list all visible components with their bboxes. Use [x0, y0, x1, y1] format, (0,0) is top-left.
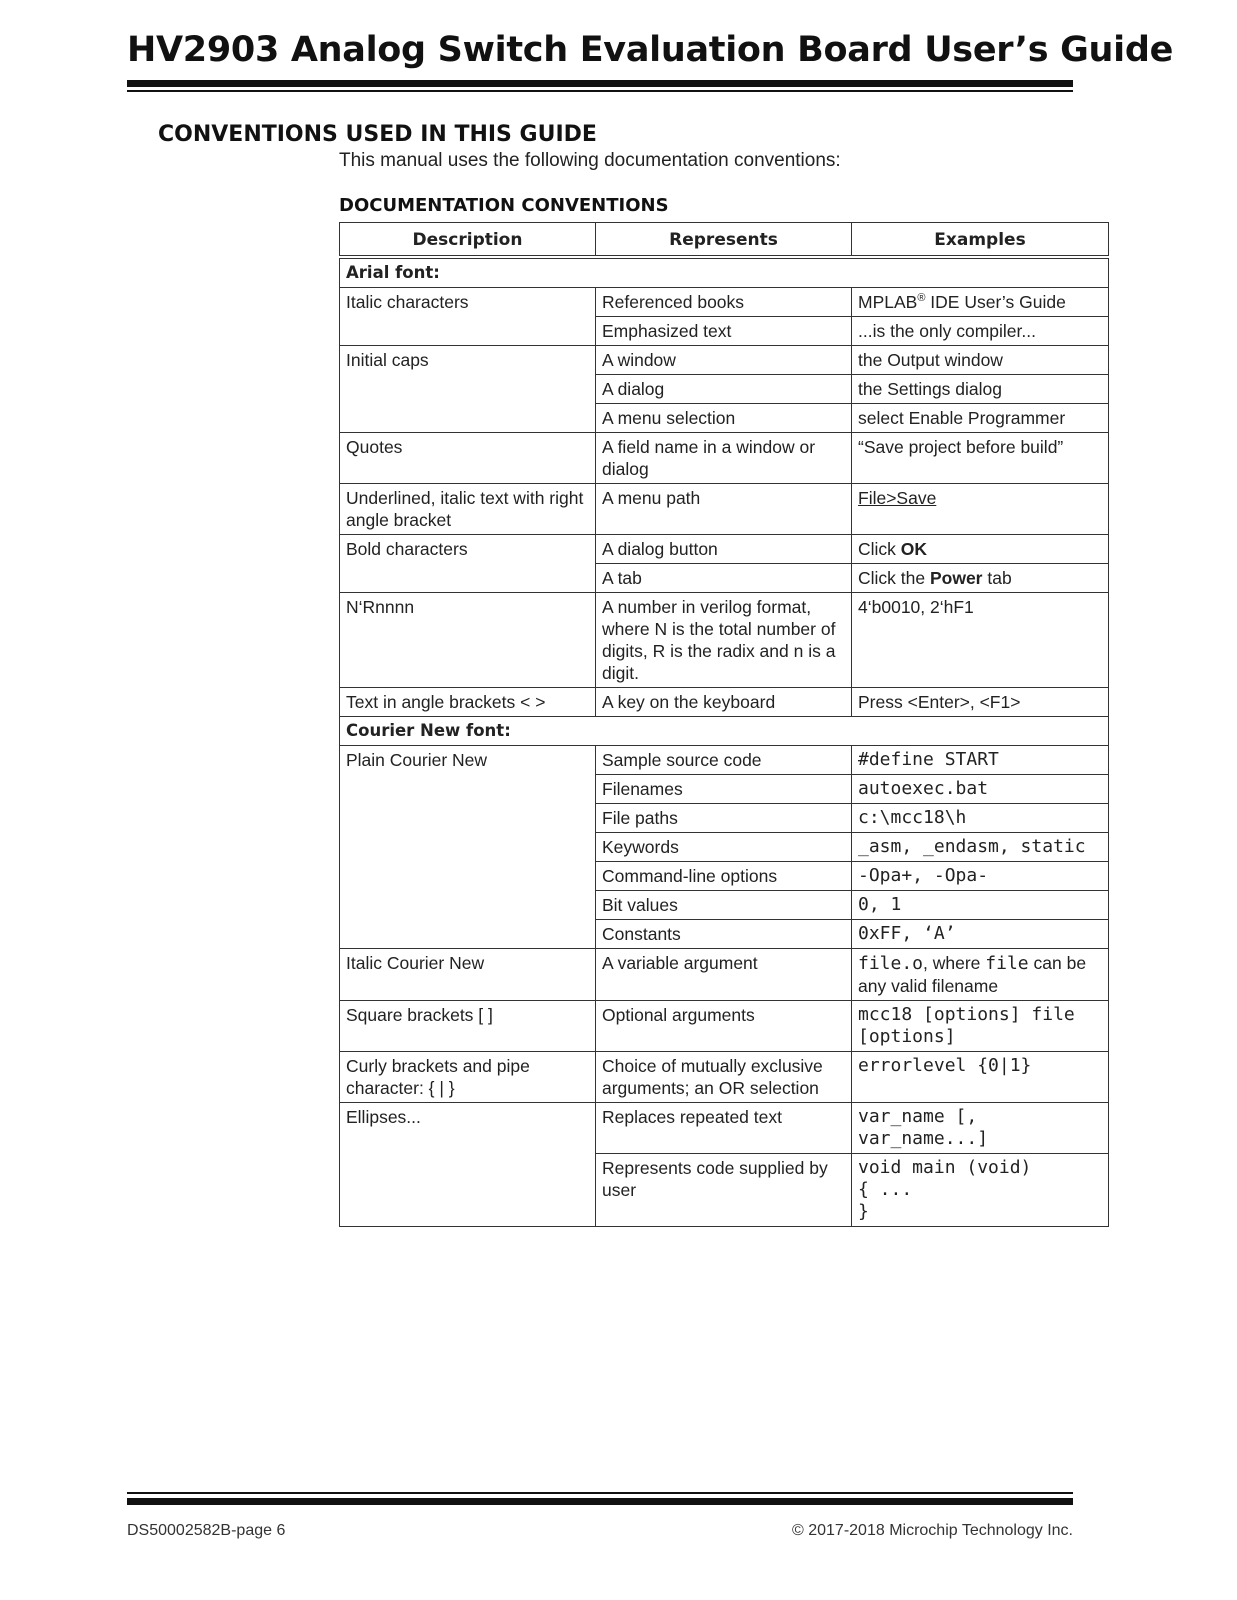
- cell-example: Press <Enter>, <F1>: [852, 688, 1109, 717]
- cell-example: #define START: [852, 746, 1109, 775]
- cell-example: ...is the only compiler...: [852, 317, 1109, 346]
- cell-represents: Filenames: [596, 775, 852, 804]
- cell-represents: A dialog button: [596, 535, 852, 564]
- cell-example: the Settings dialog: [852, 375, 1109, 404]
- table-row: [340, 346, 1109, 375]
- cell-example: MPLAB® IDE User’s Guide: [852, 288, 1109, 317]
- cell-represents: Sample source code: [596, 746, 852, 775]
- cell-represents: Represents code supplied by user: [596, 1154, 852, 1227]
- table-row: [340, 1103, 1109, 1154]
- table-row: [340, 535, 1109, 564]
- table-header-row: [340, 223, 1109, 258]
- header-rule-thin: [127, 90, 1073, 92]
- registered-mark: ®: [917, 292, 926, 305]
- cell-represents: A menu path: [596, 484, 852, 535]
- copyright: © 2017-2018 Microchip Technology Inc.: [792, 1522, 1073, 1539]
- cell-example: -Opa+, -Opa-: [852, 862, 1109, 891]
- group-label-arial: Arial font:: [340, 257, 1109, 288]
- cell-description: Plain Courier New: [340, 746, 596, 949]
- cell-description: Ellipses...: [340, 1103, 596, 1227]
- cell-description: Quotes: [340, 433, 596, 484]
- group-row-courier: [340, 717, 1109, 746]
- cell-represents: File paths: [596, 804, 852, 833]
- cell-represents: A field name in a window or dialog: [596, 433, 852, 484]
- cell-description: Curly brackets and pipe character: { | }: [340, 1052, 596, 1103]
- cell-represents: Command-line options: [596, 862, 852, 891]
- table-row: [340, 949, 1109, 1001]
- table-row: [340, 1001, 1109, 1052]
- cell-example: autoexec.bat: [852, 775, 1109, 804]
- cell-represents: Emphasized text: [596, 317, 852, 346]
- page-number: DS50002582B-page 6: [127, 1522, 286, 1539]
- conventions-table: [339, 222, 1109, 1227]
- cell-example: 4‘b0010, 2‘hF1: [852, 593, 1109, 688]
- cell-represents: A variable argument: [596, 949, 852, 1001]
- cell-description: Square brackets [ ]: [340, 1001, 596, 1052]
- table-row: [340, 593, 1109, 688]
- table-row: [340, 433, 1109, 484]
- cell-example: _asm, _endasm, static: [852, 833, 1109, 862]
- table-title: DOCUMENTATION CONVENTIONS: [339, 195, 669, 216]
- cell-example: the Output window: [852, 346, 1109, 375]
- cell-description: Bold characters: [340, 535, 596, 593]
- cell-represents: Keywords: [596, 833, 852, 862]
- cell-represents: A menu selection: [596, 404, 852, 433]
- cell-represents: Replaces repeated text: [596, 1103, 852, 1154]
- cell-represents: A number in verilog format, where N is the total number of digits, R is the radix and n is a digit.: [596, 593, 852, 688]
- cell-represents: Optional arguments: [596, 1001, 852, 1052]
- cell-example: “Save project before build”: [852, 433, 1109, 484]
- menu-path-example: File>Save: [858, 488, 937, 508]
- footer-rule-thin: [127, 1492, 1073, 1494]
- cell-represents: A dialog: [596, 375, 852, 404]
- column-header-examples: Examples: [852, 223, 1109, 258]
- column-header-description: Description: [340, 223, 596, 258]
- cell-example: file.o, where file can be any valid filename: [852, 949, 1109, 1001]
- cell-example: select Enable Programmer: [852, 404, 1109, 433]
- group-label-courier: Courier New font:: [340, 717, 1109, 746]
- section-heading: CONVENTIONS USED IN THIS GUIDE: [158, 122, 597, 147]
- cell-example: 0xFF, ‘A’: [852, 920, 1109, 949]
- header-rule-thick: [127, 80, 1073, 87]
- cell-example: errorlevel {0|1}: [852, 1052, 1109, 1103]
- table-row: [340, 484, 1109, 535]
- cell-description: Italic characters: [340, 288, 596, 346]
- footer-rule-thick: [127, 1498, 1073, 1505]
- table-row: [340, 688, 1109, 717]
- document-title: HV2903 Analog Switch Evaluation Board User’s Guide: [127, 30, 1174, 70]
- intro-text: This manual uses the following documentation conventions:: [339, 150, 841, 171]
- cell-description: Underlined, italic text with right angle bracket: [340, 484, 596, 535]
- cell-description: N‘Rnnnn: [340, 593, 596, 688]
- table-row: [340, 746, 1109, 775]
- column-header-represents: Represents: [596, 223, 852, 258]
- cell-example: 0, 1: [852, 891, 1109, 920]
- cell-represents: A window: [596, 346, 852, 375]
- cell-example: [852, 484, 1109, 535]
- cell-description: Initial caps: [340, 346, 596, 433]
- cell-example: c:\mcc18\h: [852, 804, 1109, 833]
- cell-represents: Choice of mutually exclusive arguments; an OR selection: [596, 1052, 852, 1103]
- cell-example: var_name [, var_name...]: [852, 1103, 1109, 1154]
- cell-represents: A key on the keyboard: [596, 688, 852, 717]
- cell-description: Text in angle brackets < >: [340, 688, 596, 717]
- cell-represents: A tab: [596, 564, 852, 593]
- table-row: [340, 288, 1109, 317]
- cell-description: Italic Courier New: [340, 949, 596, 1001]
- group-row-arial: [340, 257, 1109, 288]
- cell-represents: Referenced books: [596, 288, 852, 317]
- table-row: [340, 1052, 1109, 1103]
- cell-represents: Bit values: [596, 891, 852, 920]
- cell-represents: Constants: [596, 920, 852, 949]
- cell-example: mcc18 [options] file [options]: [852, 1001, 1109, 1052]
- cell-example: void main (void) { ... }: [852, 1154, 1109, 1227]
- cell-example: Click the Power tab: [852, 564, 1109, 593]
- cell-example: Click OK: [852, 535, 1109, 564]
